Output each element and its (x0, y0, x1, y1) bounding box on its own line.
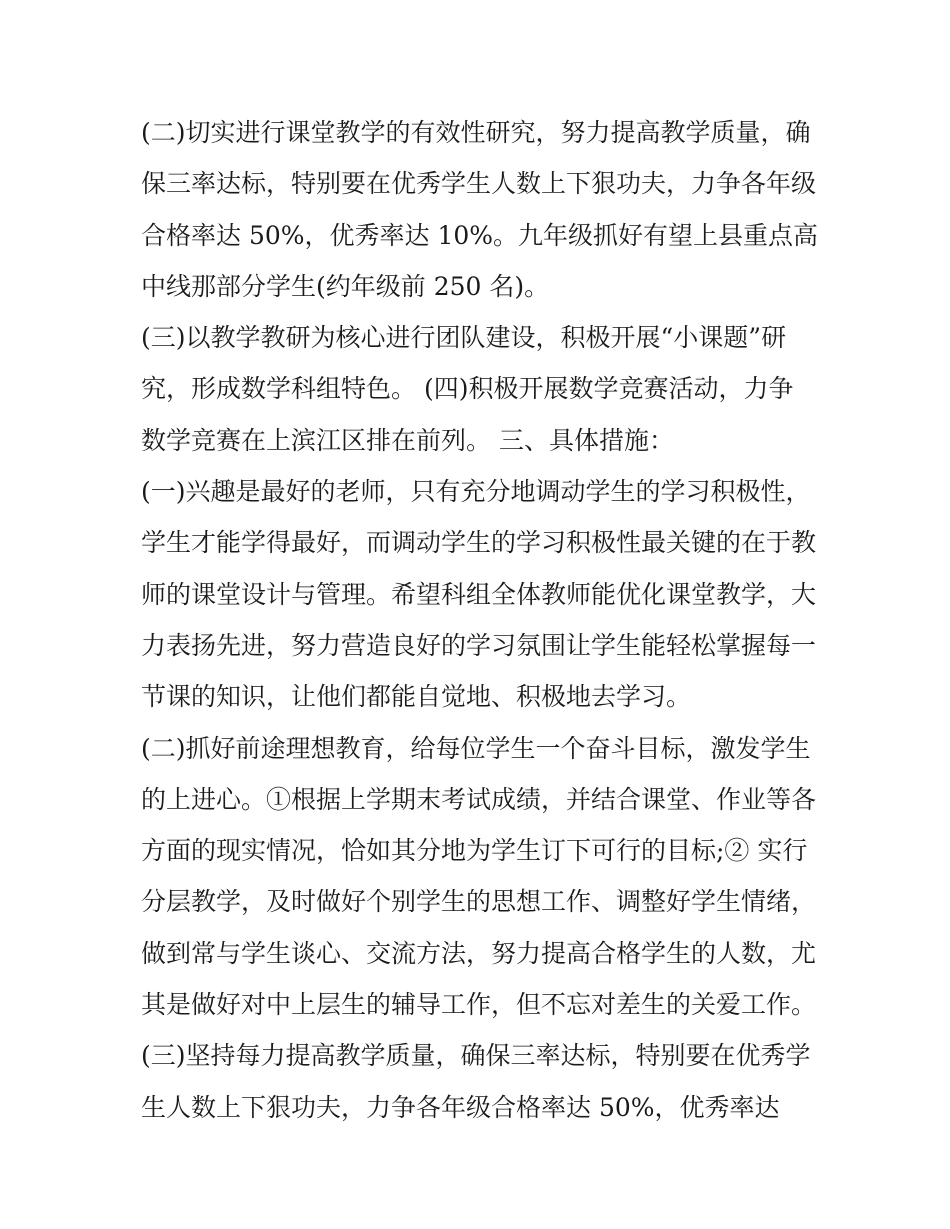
text-line-8: (一)兴趣是最好的老师，只有充分地调动学生的学习积极性， (141, 477, 811, 507)
text-line-3: 合格率达 50%，优秀率达 10%。九年级抓好有望上县重点高 (141, 220, 819, 250)
text-line-12: 节课的知识，让他们都能自觉地、积极地去学习。 (141, 682, 692, 712)
text-line-17: 做到常与学生谈心、交流方法，努力提高合格学生的人数，尤 (141, 938, 817, 968)
text-line-11: 力表扬先进，努力营造良好的学习氛围让学生能轻松掌握每一 (141, 630, 817, 660)
text-line-6: 究，形成数学科组特色。 (四)积极开展数学竞赛活动，力争 (141, 374, 794, 404)
text-line-5: (三)以教学教研为核心进行团队建设，积极开展“小课题”研 (141, 323, 787, 353)
text-line-2: 保三率达标，特别要在优秀学生人数上下狠功夫，力争各年级 (141, 169, 817, 199)
text-line-10: 师的课堂设计与管理。希望科组全体教师能优化课堂教学，大 (141, 579, 817, 609)
text-line-20: 生人数上下狠功夫，力争各年级合格率达 50%，优秀率达 (141, 1092, 780, 1122)
document-body (141, 107, 821, 1133)
text-line-15: 方面的现实情况，恰如其分地为学生订下可行的目标;② 实行 (141, 836, 808, 866)
text-line-4: 中线那部分学生(约年级前 250 名)。 (141, 271, 550, 301)
text-line-9: 学生才能学得最好，而调动学生的学习积极性最关键的在于教 (141, 528, 817, 558)
text-line-1: (二)切实进行课堂教学的有效性研究，努力提高教学质量，确 (141, 118, 811, 147)
text-line-19: (三)坚持每力提高教学质量，确保三率达标，特别要在优秀学 (141, 1041, 811, 1071)
text-line-7: 数学竞赛在上滨江区排在前列。 三、具体措施： (141, 425, 674, 455)
text-line-14: 的上进心。①根据上学期末考试成绩，并结合课堂、作业等各 (141, 784, 817, 814)
text-line-16: 分层教学，及时做好个别学生的思想工作、调整好学生情绪， (141, 887, 817, 917)
text-line-13: (二)抓好前途理想教育，给每位学生一个奋斗目标，激发学生 (141, 733, 811, 763)
text-line-18: 其是做好对中上层生的辅导工作，但不忘对差生的关爱工作。 (141, 990, 817, 1020)
